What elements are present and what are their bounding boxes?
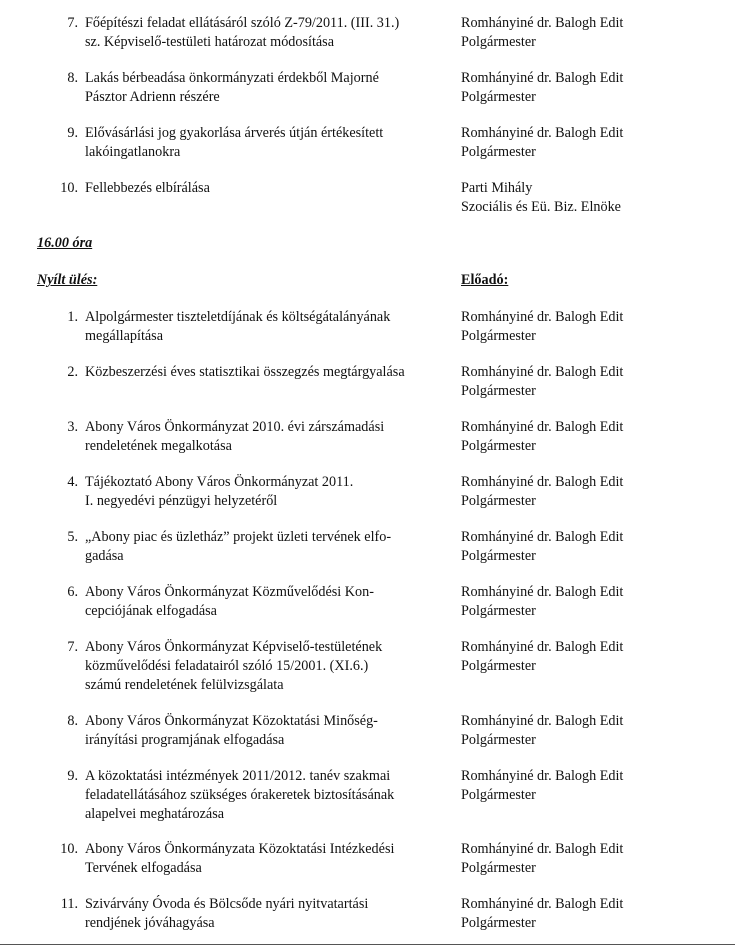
item-title: Elővásárlási jog gyakorlása árverés útján értékesített lakóingatlanokra [85, 125, 384, 160]
page-bottom-divider [0, 944, 735, 945]
item-speaker: Romhányiné dr. Balogh Edit Polgármester [461, 419, 624, 454]
item-number: 7. [67, 639, 78, 655]
item-speaker: Romhányiné dr. Balogh Edit Polgármester [461, 529, 624, 564]
item-speaker: Romhányiné dr. Balogh Edit Polgármester [461, 584, 624, 619]
item-speaker: Romhányiné dr. Balogh Edit Polgármester [461, 364, 624, 399]
item-title: Abony Város Önkormányzat Közművelődési Kon- cepciójának elfogadása [85, 584, 374, 619]
item-speaker: Romhányiné dr. Balogh Edit Polgármester [461, 896, 624, 931]
item-number: 7. [67, 15, 78, 31]
item-title: Főépítészi feladat ellátásáról szóló Z-79/2011. (III. 31.) sz. Képviselő-testületi határozat módosítása [85, 15, 400, 50]
item-title: „Abony piac és üzletház” projekt üzleti tervének elfo- gadása [85, 529, 392, 564]
item-title: Közbeszerzési éves statisztikai összegzés megtárgyalása [85, 364, 405, 380]
item-number: 9. [67, 768, 78, 784]
item-title: Abony Város Önkormányzata Közoktatási Intézkedési Tervének elfogadása [85, 841, 395, 876]
item-number: 1. [67, 309, 78, 325]
item-speaker: Romhányiné dr. Balogh Edit Polgármester [461, 768, 624, 803]
item-speaker: Romhányiné dr. Balogh Edit Polgármester [461, 309, 624, 344]
item-title: Abony Város Önkormányzat Közoktatási Minőség- irányítási programjának elfogadása [85, 713, 378, 748]
item-number: 11. [60, 896, 78, 912]
item-number: 4. [67, 474, 78, 490]
item-title: Abony Város Önkormányzat Képviselő-testületének közművelődési feladatairól szóló 15/2001. (XI.6.) számú rendeletének felülvizsgálata [85, 639, 383, 693]
open-session-heading: Nyílt ülés: [37, 272, 98, 288]
item-title: Lakás bérbeadása önkormányzati érdekből Majorné Pásztor Adrienn részére [85, 70, 379, 105]
item-number: 3. [67, 419, 78, 435]
item-speaker: Romhányiné dr. Balogh Edit Polgármester [461, 639, 624, 674]
item-title: Fellebbezés elbírálása [85, 180, 210, 196]
item-title: A közoktatási intézmények 2011/2012. tanév szakmai feladatellátásához szükséges órakeretek biztosításának alapelvei meghatározása [85, 768, 395, 822]
item-number: 8. [67, 713, 78, 729]
item-number: 2. [67, 364, 78, 380]
item-number: 9. [67, 125, 78, 141]
item-number: 10. [60, 841, 78, 857]
time-heading: 16.00 óra [37, 235, 93, 251]
item-speaker: Romhányiné dr. Balogh Edit Polgármester [461, 70, 624, 105]
item-title: Alpolgármester tiszteletdíjának és költségátalányának megállapítása [85, 309, 391, 344]
item-number: 10. [60, 180, 78, 196]
item-speaker: Romhányiné dr. Balogh Edit Polgármester [461, 15, 624, 50]
item-speaker: Romhányiné dr. Balogh Edit Polgármester [461, 713, 624, 748]
item-speaker: Romhányiné dr. Balogh Edit Polgármester [461, 841, 624, 876]
item-title: Szivárvány Óvoda és Bölcsőde nyári nyitvatartási rendjének jóváhagyása [85, 896, 369, 931]
item-title: Tájékoztató Abony Város Önkormányzat 2011. I. negyedévi pénzügyi helyzetéről [85, 474, 354, 509]
item-number: 8. [67, 70, 78, 86]
item-speaker: Parti Mihály Szociális és Eü. Biz. Elnöke [461, 180, 621, 215]
item-speaker: Romhányiné dr. Balogh Edit Polgármester [461, 125, 624, 160]
presenter-heading: Előadó: [461, 272, 509, 288]
item-number: 5. [67, 529, 78, 545]
item-speaker: Romhányiné dr. Balogh Edit Polgármester [461, 474, 624, 509]
item-title: Abony Város Önkormányzat 2010. évi zárszámadási rendeletének megalkotása [85, 419, 385, 454]
item-number: 6. [67, 584, 78, 600]
